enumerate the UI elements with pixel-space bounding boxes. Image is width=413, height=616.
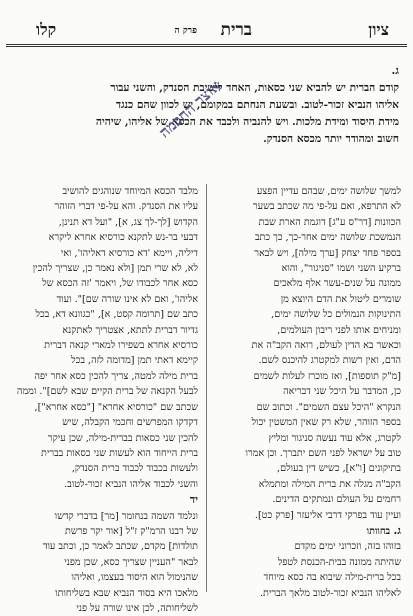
- column-line: שכתב שם "כורסיא אחרא" ["כסא אחרא"],: [34, 401, 198, 413]
- section-line: של רבנו הרמ"ק ז"ל [אור יקר פרשת: [65, 525, 198, 537]
- paragraph-marker: ג.: [391, 64, 399, 77]
- section-line: ונלמד השמה בנחומר [מר] בדברי קדשו: [54, 510, 198, 522]
- column-line: אליהו', ואם לא אינו שורה שם]". ועוד: [56, 293, 198, 305]
- section-marker: יד: [189, 493, 198, 507]
- section-heading: [12, 492, 198, 508]
- top-line: מידת היסוד ומידת מלכות. ויש להנביה ולכבד את הכסא של אליהו, שיהיה: [95, 116, 399, 128]
- column-line: דיליה, ויימא 'דא כורסיא דאליהו', ואי: [60, 247, 198, 259]
- column-line: עליו את הסנדק. והא על‑פי דברי הזוהר: [54, 201, 198, 213]
- section-line: בזוהו בזה, וזכרוני ימים מקדם: [294, 541, 401, 553]
- header-page-number: קלו: [36, 20, 57, 39]
- left-column: [12, 184, 198, 616]
- right-column: [215, 184, 401, 601]
- column-line: בספר הזוהר, שלא רק שאין המשטין יכול: [251, 417, 401, 429]
- column-line: טוב על ישראל לפני השם יתברך. וכן אמרו: [245, 447, 401, 459]
- section-line: מלאכו היא בסוד הנביא שבא בשליחותו: [55, 587, 198, 599]
- column-line: דבעי בר‑נש לתקנא כורסיא אחרא ליקרא: [48, 232, 198, 244]
- column-line: כן, המדבר על היכל שני דבריאה: [283, 386, 401, 398]
- column-line: בספר פחד יצחק [ערך מילה], ויש לבאר: [254, 247, 401, 259]
- column-line: ברית מילה למטה, צריך להכין כסא אחר יפה: [34, 370, 198, 382]
- column-line: כורסיא אחרא בשפירו למארי קנאה דברית: [44, 340, 198, 352]
- column-line: ומניחים אותו לפני ריבון העולמים,: [277, 324, 401, 336]
- column-line: דקדקו המפרשים וחכמי הקבלה, שיש: [62, 417, 198, 429]
- section-line: תולדות] מקדם, שכתב לאמר כן, וכתב עוד: [42, 541, 198, 553]
- header-title: ברית: [220, 20, 252, 40]
- column-line: הקב"ה מגלה את ברית המילה ומתמלא: [258, 478, 401, 490]
- column-line: הקדוש [לך‑לך צג, א], "ועל דא תנינן,: [58, 216, 198, 228]
- column-line: גדיור דברית לתתא, אצטריך לאתקנא: [62, 324, 198, 336]
- header-rule-top: [6, 44, 407, 45]
- column-line: והשני לכבוד אליהו הנביא זכור‑לטוב.: [64, 478, 198, 490]
- column-line: קיימא דאתי תמן [מדומה לזה, בכל: [71, 355, 198, 367]
- column-line: כסא אחר לכבודו של, ויאמר 'זה הכסא של: [42, 278, 198, 290]
- column-line: רחמים על העולם ונמתקים הדינים.: [272, 494, 401, 506]
- column-line: מלבד הכסא המיוחד שנוהגים להושיב: [62, 186, 198, 197]
- top-line: אליהו הנביא זכור‑לטוב. ובשעת הנחתם במקומם, יש לכוון שהם כנגד: [115, 99, 399, 111]
- column-line: בתיקונים [ו"א], כשיש דין בעולם,: [277, 463, 401, 475]
- column-line: למשך שלושה ימים, שבהם עדיין הפצע: [256, 186, 401, 197]
- column-line: [מ"ק תוספות], ואז מוכרז לעלות לשמים: [253, 370, 401, 382]
- section-line: שהנימול הוא היסוד בעצמו, ואליהו: [71, 572, 198, 584]
- watermark-stamp: אוצר החכמה: [155, 76, 225, 142]
- top-line: חשוב ומהודר יותר מכסא הסנדק.: [263, 133, 399, 145]
- column-line: לקטרג, אלא עוד נעשה סניגור ומליץ: [268, 432, 401, 444]
- section-line: לבאר "העניין שצריך כסא, שכן מפני: [64, 556, 198, 568]
- section-title: בחוותו: [366, 525, 391, 537]
- column-line: הנמשכת שלושה ימים אחר‑כך, כך כתב: [254, 232, 401, 244]
- column-line: הדם, ואין רשות למקטרג להיכנס לשם.: [258, 355, 401, 367]
- column-line: ברית הייחוד הוא לעשות שני כסאות בברית: [40, 447, 198, 459]
- section-line: בכל ברית‑מילה שיבוא בה כסא מיוחד: [263, 572, 401, 584]
- section-marker: ג.: [393, 523, 401, 537]
- column-line: וכאשר בא הדין לעולם, רואה הקב"ה את: [251, 340, 401, 352]
- column-line: להכין שני כסאות בברית‑מילה, שכן עיקר: [47, 432, 198, 444]
- column-line: ברקיע השני ושמו "סניגור", והוא: [281, 263, 401, 275]
- column-divider: [206, 184, 207, 592]
- section-heading: [215, 523, 401, 539]
- section-line: לשליחותה, לכן אינו שורה על פני: [76, 602, 198, 614]
- header-right-text: ציון: [368, 20, 389, 39]
- column-line: שומרים ליטול את הדם היוצא מן: [280, 293, 401, 305]
- page-header: [6, 20, 407, 46]
- header-chapter: פרק ה: [174, 26, 197, 36]
- column-line: הנקרא "היכל עצם השמים". וכתוב שם: [256, 401, 401, 413]
- header-rule-bottom: [6, 46, 407, 47]
- column-line: לא, לא שרי תמן [ולא נאמר כן, שצריך להכין: [32, 263, 198, 275]
- section-line: שהיתה ממונה בבית‑הכנסת לטפל: [277, 556, 401, 568]
- column-line: לא התרפא, ואם על‑פי מה שכתב בשער: [252, 201, 401, 213]
- column-line: התינוקות הנמולים כל שלושה ימים,: [271, 309, 401, 321]
- column-line: ולעשות בכבוד לכבוד ברית הסנדק,: [71, 463, 198, 475]
- top-line: קודם הברית יש להביא שני כסאות, האחד לישיבת הסנדק, והשני עבור: [110, 82, 399, 94]
- column-line: הכוונות [דר"ס ע"ג] דוגמת הארת שבת: [258, 216, 401, 228]
- column-line: כתב שם [תרומה קסט, א], "כגוונא דא, בכל: [35, 309, 198, 321]
- section-line: לאליהו הנביא זכור‑לטוב מלאך הברית.: [259, 587, 401, 599]
- column-line: ועיין עוד בפרקי דרבי אליעזר [פרק כט].: [254, 509, 401, 521]
- column-line: לבעל הקנאה של ברית הקיים שבא לשם]". וממה: [16, 386, 198, 398]
- column-line: ממונה על שנים‑עשר אלף מלאכים: [273, 278, 401, 290]
